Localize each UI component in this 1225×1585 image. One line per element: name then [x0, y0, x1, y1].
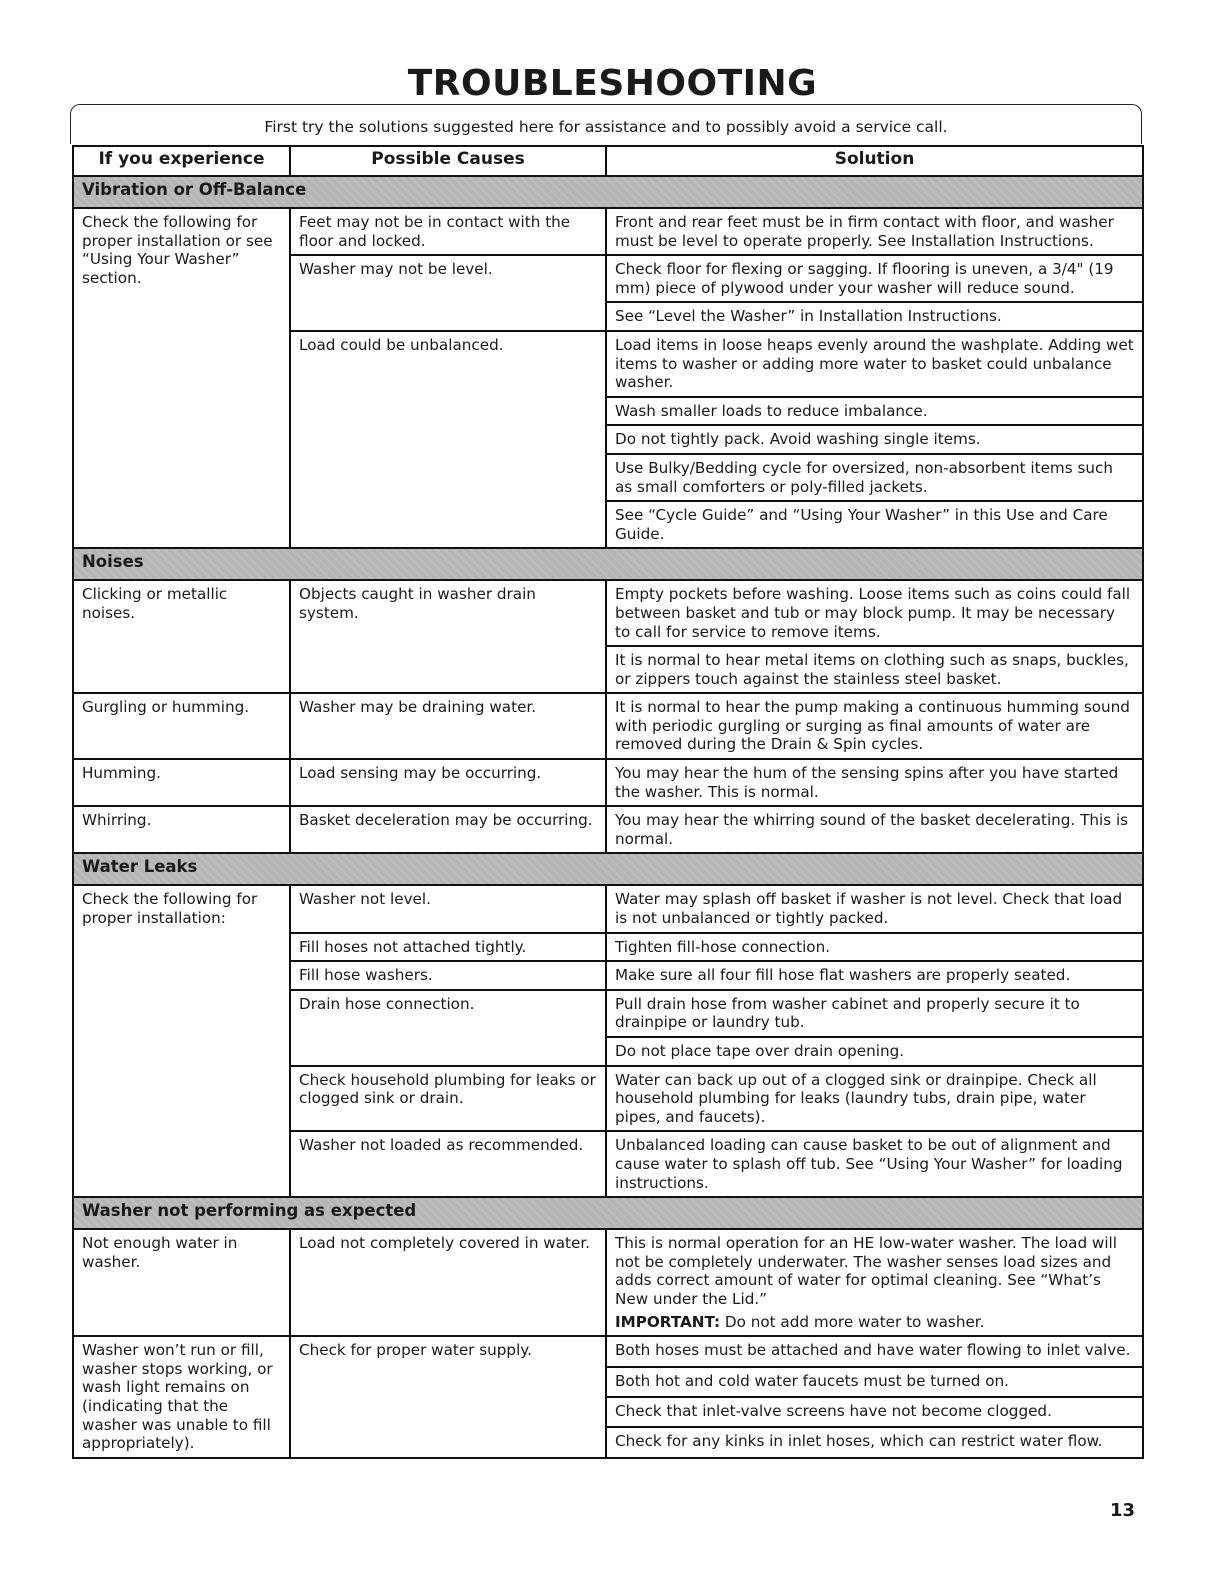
solution-cell	[606, 255, 1143, 302]
header-experience: If you experience	[73, 146, 290, 176]
cause-cell: Check for proper water supply.	[290, 1336, 606, 1458]
experience-cell: Clicking or metallic noises.	[73, 580, 290, 693]
solution-text: Both hoses must be attached and have water flowing to inlet valve.	[615, 1341, 1131, 1360]
solution-cell	[606, 1229, 1143, 1336]
table-row	[73, 1336, 1143, 1366]
intro-text: First try the solutions suggested here for assistance and to possibly avoid a service call.	[264, 118, 948, 136]
cause-cell: Check household plumbing for leaks or clogged sink or drain.	[290, 1066, 606, 1132]
solution-text: Front and rear feet must be in firm contact with floor, and washer must be level to operate properly. See Installation Instructions.	[615, 213, 1114, 250]
section-header-row	[73, 548, 1143, 580]
solution-cell	[606, 1336, 1143, 1366]
solution-cell	[606, 885, 1143, 932]
cause-cell: Washer not level.	[290, 885, 606, 932]
solution-text: Check that inlet-valve screens have not become clogged.	[615, 1401, 1052, 1420]
cause-cell: Fill hoses not attached tightly.	[290, 933, 606, 962]
solution-cell	[606, 933, 1143, 962]
solution-cell	[606, 990, 1143, 1037]
solution-text: You may hear the hum of the sensing spins after you have started the washer. This is normal.	[615, 764, 1119, 801]
section-header-row	[73, 176, 1143, 208]
solution-text: It is normal to hear metal items on clothing such as snaps, buckles, or zippers touch against the stainless steel basket.	[615, 651, 1129, 688]
cause-cell: Feet may not be in contact with the floor and locked.	[290, 208, 606, 255]
important-label: IMPORTANT:	[615, 1312, 721, 1331]
solution-text: Empty pockets before washing. Loose items such as coins could fall between basket and tub or may block pump. It may be necessary to call for service to remove items.	[615, 585, 1131, 641]
header-solution: Solution	[606, 146, 1143, 176]
solution-text: Water can back up out of a clogged sink or drainpipe. Check all household plumbing for leaks (laundry tubs, drain pipe, water pipes, and faucets).	[615, 1070, 1097, 1126]
cause-cell: Basket deceleration may be occurring.	[290, 806, 606, 853]
solution-text: Make sure all four fill hose flat washers are properly seated.	[615, 966, 1071, 985]
solution-cell	[606, 1397, 1143, 1427]
solution-text: Use Bulky/Bedding cycle for oversized, non-absorbent items such as small comforters or poly-filled jackets.	[615, 458, 1113, 496]
solution-text: Water may splash off basket if washer is not level. Check that load is not unbalanced or tightly packed.	[615, 890, 1123, 928]
solution-text: Check for any kinks in inlet hoses, which can restrict water flow.	[615, 1432, 1103, 1451]
solution-cell	[606, 693, 1143, 759]
solution-text: Tighten fill-hose connection.	[615, 937, 831, 956]
solution-text: You may hear the whirring sound of the basket decelerating. This is normal.	[615, 811, 1129, 848]
solution-cell	[606, 759, 1143, 806]
solution-text: Wash smaller loads to reduce imbalance.	[615, 401, 928, 420]
solution-text: Do not tightly pack. Avoid washing single items.	[615, 430, 981, 449]
experience-cell: Whirring.	[73, 806, 290, 853]
solution-cell	[606, 1367, 1143, 1397]
section-title: Noises	[73, 548, 1143, 580]
experience-cell: Not enough water in washer.	[73, 1229, 290, 1336]
cause-cell: Washer may not be level.	[290, 255, 606, 331]
table-header-row	[73, 146, 1143, 176]
solution-cell	[606, 1037, 1143, 1066]
solution-cell	[606, 1427, 1143, 1457]
table-row	[73, 885, 1143, 932]
solution-text: Do not place tape over drain opening.	[615, 1042, 905, 1060]
solution-text: See “Level the Washer” in Installation Instructions.	[615, 307, 1002, 326]
experience-cell: Gurgling or humming.	[73, 693, 290, 759]
solution-cell	[606, 302, 1143, 331]
cause-cell: Washer may be draining water.	[290, 693, 606, 759]
solution-cell	[606, 1131, 1143, 1197]
table-body	[73, 176, 1143, 1458]
solution-text: This is normal operation for an HE low-water washer. The load will not be completely underwater. The washer senses load sizes and adds correct amount of water for optimal cleaning. See “What’s New under the Lid.”	[615, 1234, 1117, 1308]
cause-cell: Load sensing may be occurring.	[290, 759, 606, 806]
solution-text: Check floor for flexing or sagging. If flooring is uneven, a 3/4" (19 mm) piece of plywood under your washer will reduce sound.	[615, 260, 1114, 297]
solution-cell	[606, 1066, 1143, 1132]
cause-cell: Washer not loaded as recommended.	[290, 1131, 606, 1197]
section-title: Washer not performing as expected	[73, 1197, 1143, 1229]
solution-text: Pull drain hose from washer cabinet and properly secure it to drainpipe or laundry tub.	[615, 994, 1080, 1032]
table-row	[73, 806, 1143, 853]
experience-cell: Washer won’t run or fill, washer stops working, or wash light remains on (indicating that the washer was unable to fill appropriately).	[73, 1336, 290, 1458]
experience-cell: Check the following for proper installation:	[73, 885, 290, 1197]
important-note	[615, 1313, 1134, 1332]
solution-text: Load items in loose heaps evenly around the washplate. Adding wet items to washer or adding more water to basket could unbalance washer.	[615, 335, 1134, 392]
section-header-row	[73, 1197, 1143, 1229]
cause-cell: Drain hose connection.	[290, 990, 606, 1066]
solution-cell	[606, 397, 1143, 426]
solution-cell	[606, 806, 1143, 853]
table-row	[73, 1229, 1143, 1336]
solution-cell	[606, 501, 1143, 548]
table-row	[73, 580, 1143, 646]
cause-cell: Objects caught in washer drain system.	[290, 580, 606, 693]
solution-text: It is normal to hear the pump making a continuous humming sound with periodic gurgling or surging as final amounts of water are removed during the Drain & Spin cycles.	[615, 698, 1130, 754]
solution-text: See “Cycle Guide” and “Using Your Washer” in this Use and Care Guide.	[615, 506, 1108, 543]
solution-cell	[606, 208, 1143, 255]
cause-cell: Load not completely covered in water.	[290, 1229, 606, 1336]
experience-cell: Check the following for proper installation or see “Using Your Washer” section.	[73, 208, 290, 548]
cause-cell: Fill hose washers.	[290, 961, 606, 990]
solution-text: Unbalanced loading can cause basket to be out of alignment and cause water to splash off tub. See “Using Your Washer” for loading instructions.	[615, 1136, 1123, 1192]
solution-cell	[606, 454, 1143, 501]
solution-cell	[606, 580, 1143, 646]
table-row	[73, 693, 1143, 759]
solution-cell	[606, 646, 1143, 693]
solution-text: Both hot and cold water faucets must be turned on.	[615, 1371, 1009, 1390]
header-causes: Possible Causes	[290, 146, 606, 176]
solution-cell	[606, 331, 1143, 397]
experience-cell: Humming.	[73, 759, 290, 806]
section-title: Water Leaks	[73, 853, 1143, 885]
troubleshooting-table	[72, 145, 1144, 1459]
table-row	[73, 759, 1143, 806]
section-title: Vibration or Off-Balance	[73, 176, 1143, 208]
page-number: 13	[1110, 1500, 1136, 1521]
section-header-row	[73, 853, 1143, 885]
page-title: TROUBLESHOOTING	[407, 63, 818, 104]
important-text: Do not add more water to washer.	[720, 1312, 985, 1331]
solution-cell	[606, 961, 1143, 990]
cause-cell: Load could be unbalanced.	[290, 331, 606, 548]
table-row	[73, 208, 1143, 255]
solution-cell	[606, 425, 1143, 454]
